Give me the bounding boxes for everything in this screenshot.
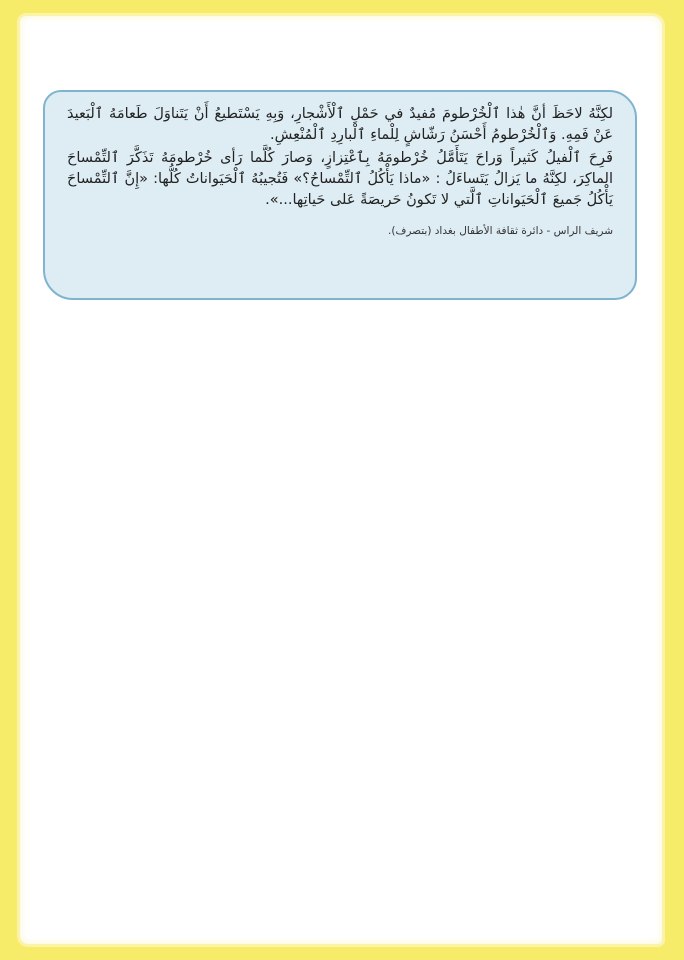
story-paragraph-2: فَرِحَ ٱلْفيلُ كَثيراً وَراحَ يَتَأَمَّلُ خُرْطومَهُ بِٱعْتِزازٍ، وَصارَ كُلَّما رَأى خُرْطومَهُ تَذَكَّرَ ٱلتِّمْساحَ الماكِرَ، لكِنَّهُ ما يَزالُ يَتَساءَلُ : «ماذا يَأْكُلُ ٱلتِّمْساحُ؟» فَتُجيبُهُ ٱلْحَيَواناتُ كُلُّها: «إِنَّ ٱلتِّمْساحَ يَأْكُلُ جَميعَ ٱلْحَيَواناتِ ٱلَّتي لا تَكونُ حَريصَةً عَلى حَياتِها...». xyxy=(67,150,613,208)
story-text-box xyxy=(43,90,637,300)
story-source-citation: شريف الراس - دائرة ثقافة الأطفال بغداد (بتصرف). xyxy=(388,225,613,237)
story-paragraph-1: لكِنَّهُ لاحَظَ أنَّ هٰذا ٱلْخُرْطومَ مُفيدٌ في حَمْلِ ٱلْأَشْجارِ، وَبِهِ يَسْتَطيعُ أَنْ يَتَناوَلَ طَعامَهُ ٱلْبَعيدَ عَنْ فَمِهِ. وَٱلْخُرْطومُ أَحْسَنُ رَشّاشٍ لِلْماءِ ٱلْبارِدِ ٱلْمُنْعِشِ. xyxy=(67,106,613,143)
